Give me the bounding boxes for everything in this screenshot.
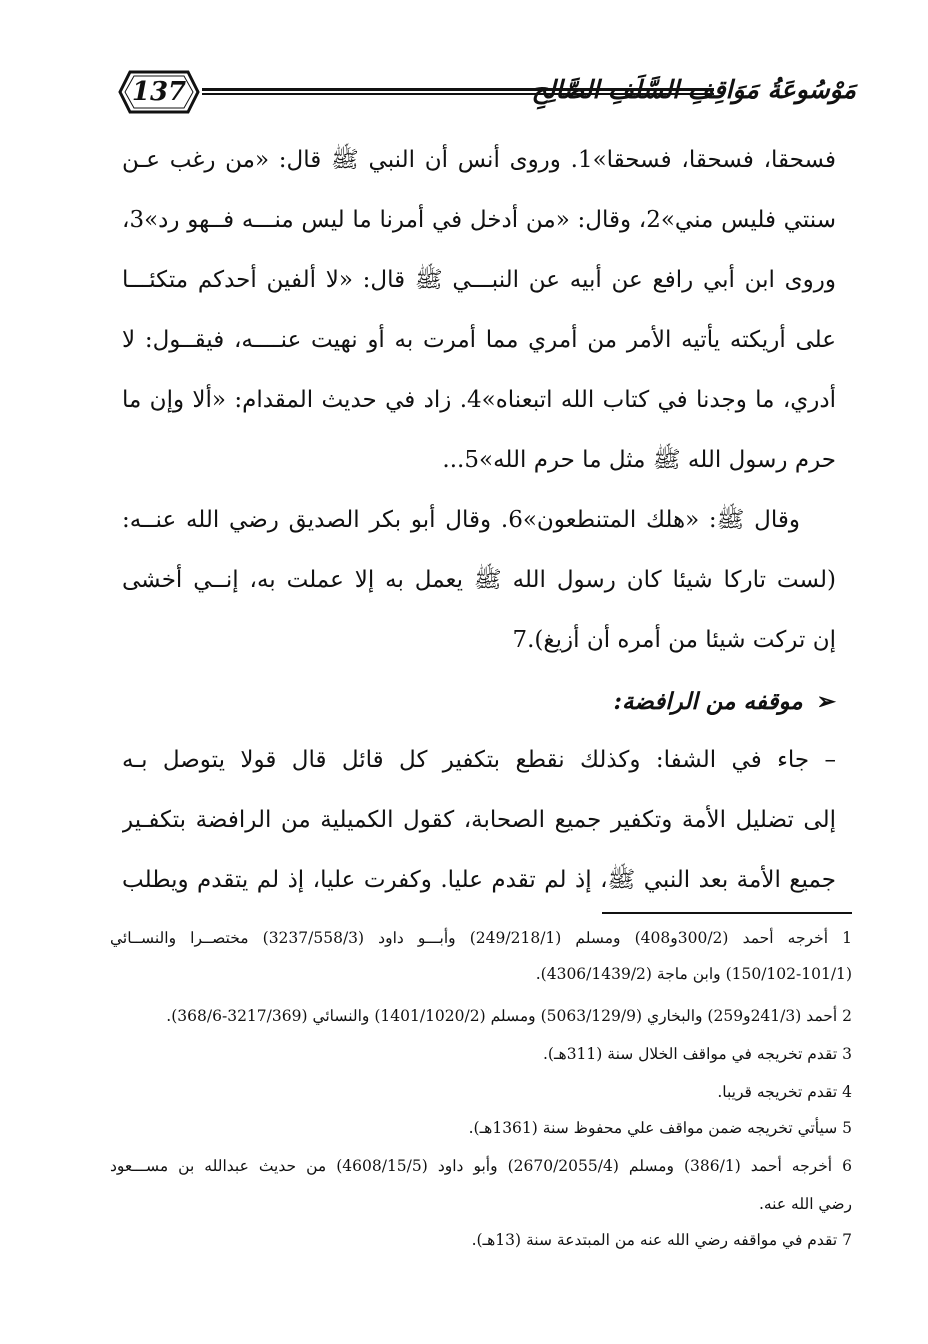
book-title: مَوْسُوعَةُ مَوَاقِفِ السَّلَفِ الصَّالِحِ — [531, 75, 856, 104]
arrow-bullet-icon: ➢ — [816, 688, 836, 715]
footnote-line: رضي الله عنه. — [758, 1195, 852, 1213]
body-line: إن تركت شيئا من أمره أن أزيغ).7 — [512, 627, 836, 653]
body-line: – جاء في الشفا: وكذلك نقطع بتكفير كل قائل قال قولا يتوصل بـه — [122, 747, 836, 773]
footnote-line: 2 أحمد (241/3و259) والبخاري (5063/129/9) ومسلم (1401/1020/2) والنسائي (3217/369-368/6). — [166, 1007, 852, 1025]
section-heading — [122, 672, 836, 732]
footnote-line: 6 أخرجه أحمد (386/1) ومسلم (2670/2055/4) وأبو داود (4608/15/5) من حديث عبدالله بن مســـعود — [110, 1157, 852, 1175]
page-number: 137 — [131, 77, 187, 107]
footnote-separator — [602, 912, 852, 914]
section-heading-text: موقفه من الرافضة: — [613, 688, 803, 715]
footnote-line: 3 تقدم تخريجه في مواقف الخلال سنة (311هـ). — [542, 1045, 852, 1063]
page-number-badge — [118, 70, 200, 114]
body-line: جميع الأمة بعد النبي ﷺ، إذ لم تقدم عليا. وكفرت عليا، إذ لم يتقدم ويطلب — [122, 867, 836, 893]
footnote-line: 1 أخرجه أحمد (300/2و408) ومسلم (249/218/1) وأبـــو داود (3237/558/3) مختصــرا والنســائي — [110, 929, 852, 947]
footnote-line: 7 تقدم في مواقفه رضي الله عنه من المبتدعة سنة (13هـ). — [471, 1231, 852, 1249]
body-line: سنتي فليس مني»2، وقال: «من أدخل في أمرنا ما ليس منـــه فــهو رد»3، — [122, 207, 836, 233]
footnote-line: 4 تقدم تخريجه قريبا. — [717, 1083, 852, 1101]
body-line: (لست تاركا شيئا كان رسول الله ﷺ يعمل به إلا عملت به، إنــي أخشى — [122, 567, 836, 593]
body-line: وروى ابن أبي رافع عن أبيه عن النبـــي ﷺ قال: «لا ألفين أحدكم متكئـــا — [122, 267, 836, 293]
body-line: أدري، ما وجدنا في كتاب الله اتبعناه»4. زاد في حديث المقدام: «ألا وإن ما — [122, 387, 836, 413]
body-line: حرم رسول الله ﷺ مثل ما حرم الله»5... — [442, 447, 836, 473]
body-line: إلى تضليل الأمة وتكفير جميع الصحابة، كقول الكميلية من الرافضة بتكفـير — [122, 807, 836, 833]
page-header — [118, 62, 856, 122]
footnote-line: 5 سيأتي تخريجه ضمن مواقف علي محفوظ سنة (1361هـ). — [468, 1119, 852, 1137]
body-line: فسحقا، فسحقا، فسحقا»1. وروى أنس أن النبي ﷺ قال: «من رغب عـن — [122, 147, 836, 173]
body-line: وقال ﷺ: «هلك المتنطعون»6. وقال أبو بكر الصديق رضي الله عنــه: — [122, 507, 800, 533]
body-line: على أريكته يأتيه الأمر من أمري مما أمرت به أو نهيت عنــــه، فيقــول: لا — [122, 327, 836, 353]
footnote-line: (150/102-101/1) وابن ماجة (4306/1439/2). — [535, 965, 852, 983]
